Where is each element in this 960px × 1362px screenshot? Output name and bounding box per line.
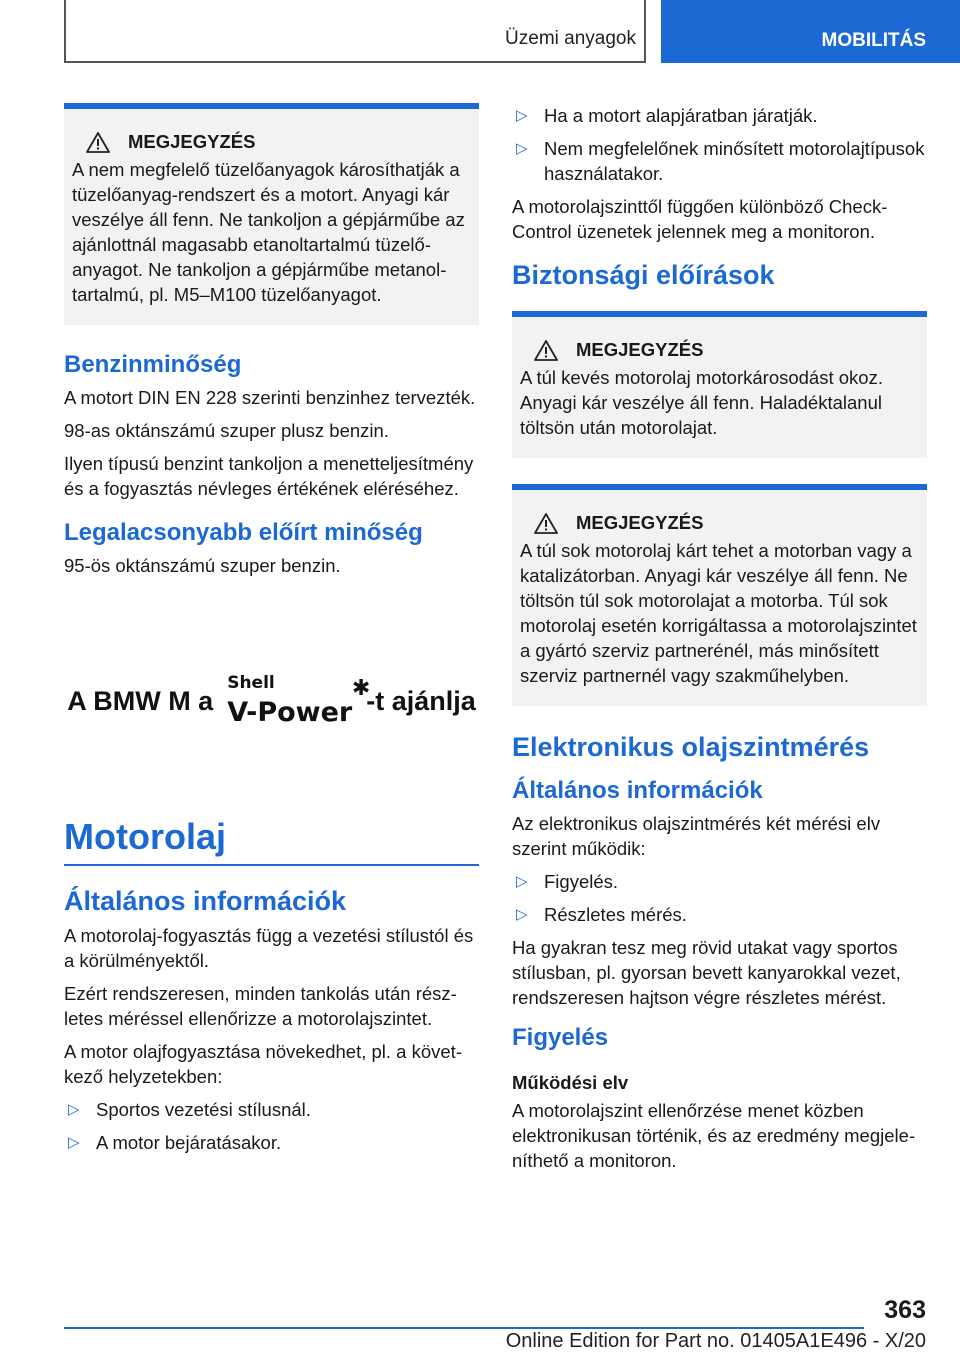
motor-oil-heading: Motorolaj	[64, 816, 226, 857]
electronic-oil-heading: Elektronikus olajszintmérés	[512, 732, 870, 762]
note-header	[72, 131, 471, 153]
paragraph: 98-as oktánszámú szuper plusz benzin.	[64, 420, 389, 441]
list-item-text: Figyelés.	[544, 871, 619, 892]
list-item	[512, 136, 927, 186]
list-item-text: Sportos vezetési stílusnál.	[96, 1099, 311, 1120]
note-title: MEGJEGYZÉS	[576, 512, 704, 533]
paragraph: A motorolajszint ellenőrzése menet közben elektronikusan történik, és az eredmény megjeleníthető a monitoron.	[512, 1100, 916, 1171]
principle-heading: Működési elv	[512, 1072, 629, 1093]
bullet-triangle-icon: ▷	[516, 140, 528, 157]
note-text: A túl kevés motorolaj motorkárosodást okoz. Anyagi kár veszélye áll fenn. Haladéktalanul töltsön után motorolajat.	[520, 367, 883, 438]
paragraph: 95-ös oktánszámú szuper benzin.	[64, 555, 341, 576]
list-item	[64, 1130, 479, 1155]
right-column	[512, 103, 927, 1181]
header-tab-mobility[interactable]	[661, 0, 960, 63]
list-item	[64, 1097, 479, 1122]
edition-text: Online Edition for Part no. 01405A1E496 - X/20	[505, 1330, 926, 1352]
warning-icon	[534, 513, 558, 534]
vpower-wordmark: V-Power	[227, 696, 353, 728]
warning-note	[64, 103, 479, 325]
warning-note	[512, 484, 927, 706]
list-item	[512, 902, 927, 927]
warning-icon	[534, 340, 558, 361]
footer-divider	[64, 1327, 864, 1329]
bullet-triangle-icon: ▷	[68, 1101, 80, 1118]
bullet-triangle-icon: ▷	[516, 873, 528, 890]
list-item	[512, 869, 927, 894]
ad-suffix: -t ajánlja	[366, 685, 476, 716]
header-tab-label: MOBILITÁS	[821, 30, 926, 51]
note-text: A túl sok motorolaj kárt tehet a motorban vagy a katalizátorban. Anyagi kár veszélye áll fenn. Ne töltsön túl sok motorolajat a motorba. Túl sok motorolaj esetén korrigáltassa a motorolajszintet a gyártó szerviz partnerénél, más minősített szerviz partnernél vagy szakműhelyben.	[520, 540, 917, 686]
bullet-triangle-icon: ▷	[516, 906, 528, 923]
vpower-logo	[227, 672, 371, 728]
monitoring-heading: Figyelés	[512, 1024, 609, 1051]
shell-star-icon: ✱	[351, 674, 371, 700]
safety-heading: Biztonsági előírások	[512, 260, 775, 290]
paragraph: A motorolajszinttől függően különböző Check-Control üzenetek jelennek meg a monitoron.	[512, 196, 888, 242]
shell-wordmark: Shell	[227, 672, 275, 693]
general-info-heading: Általános információk	[512, 777, 763, 804]
paragraph: A motor olajfogyasztása növekedhet, pl. a következő helyzetekben:	[64, 1041, 462, 1087]
list-item	[512, 103, 927, 128]
motor-oil-heading-block	[64, 816, 479, 866]
paragraph: Az elektronikus olajszintmérés két mérési elv szerint működik:	[512, 813, 881, 859]
bullet-triangle-icon: ▷	[68, 1134, 80, 1151]
paragraph: Ilyen típusú benzint tankoljon a menetteljesítmény és a fogyasztás névleges értékének eléréséhez.	[64, 453, 474, 499]
fuel-quality-heading: Benzinminőség	[64, 351, 242, 378]
header-section-title: Üzemi anyagok	[505, 28, 636, 49]
warning-note	[512, 311, 927, 458]
warning-icon	[86, 132, 110, 153]
note-title: MEGJEGYZÉS	[128, 131, 256, 152]
list-item-text: Ha a motort alapjáratban járatják.	[544, 105, 818, 126]
paragraph: A motort DIN EN 228 szerinti benzinhez tervezték.	[64, 387, 476, 408]
paragraph: Ezért rendszeresen, minden tankolás után részletes méréssel ellenőrizze a motorolajszintet.	[64, 983, 457, 1029]
left-column	[64, 103, 479, 1163]
min-quality-heading: Legalacsonyabb előírt minőség	[64, 519, 423, 546]
list-item-text: A motor bejáratásakor.	[96, 1132, 282, 1153]
general-info-heading: Általános információk	[64, 886, 347, 916]
paragraph: A motorolaj-fogyasztás függ a vezetési stílustól és a körülményektől.	[64, 925, 474, 971]
paragraph: Ha gyakran tesz meg rövid utakat vagy sportos stílusban, pl. gyorsan bevett kanyarokkal vezet, rendszeresen hajtson végre részletes mérést.	[512, 937, 901, 1008]
note-title: MEGJEGYZÉS	[576, 339, 704, 360]
list-item-text: Részletes mérés.	[544, 904, 687, 925]
bullet-triangle-icon: ▷	[516, 107, 528, 124]
page-number: 363	[884, 1296, 926, 1324]
note-text: A nem megfelelő tüzelőanyagok károsíthatják a tüzelőanyag-rendszert és a motort. Anyagi kár veszélye áll fenn. Ne tankoljon a gépjárműbe az ajánlottnál magasabb etanoltartalmú tüzelőanyagot. Ne tankoljon a gépjárműbe metanoltartalmú, pl. M5–M100 tüzelőanyagot.	[72, 159, 465, 305]
list-item-text: Nem megfelelőnek minősített motorolajtípusok használatakor.	[544, 138, 925, 184]
ad-prefix: A BMW M a	[67, 685, 214, 716]
note-header	[520, 339, 919, 361]
shell-vpower-ad	[64, 586, 479, 816]
note-header	[520, 512, 919, 534]
